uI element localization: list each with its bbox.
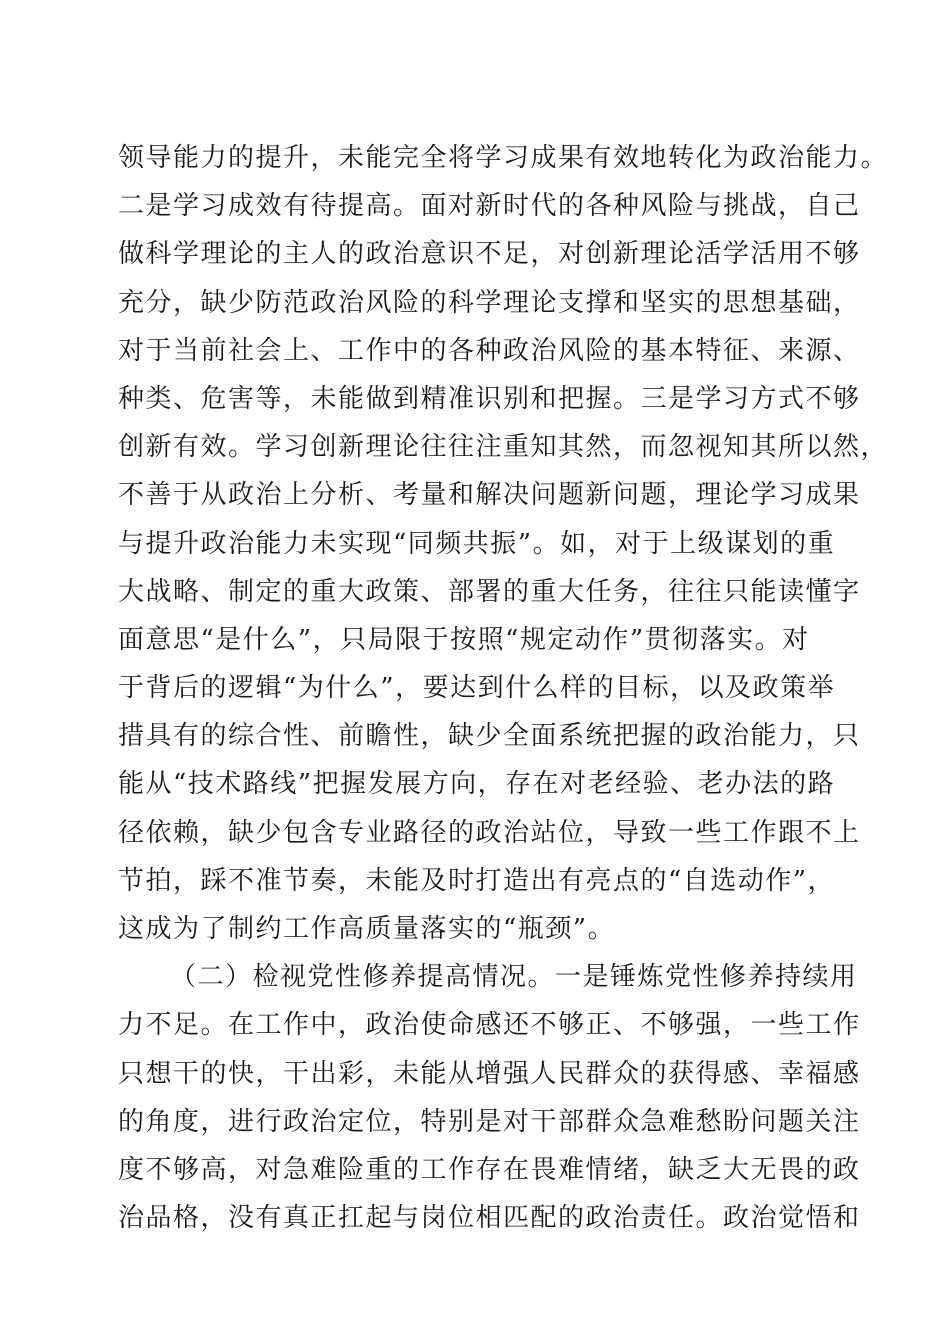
section-heading-line: （二）检视党性修养提高情况。一是锤炼党性修养持续用: [170, 962, 858, 993]
text-line: 二是学习成效有待提高。面对新时代的各种风险与挑战，自己: [118, 191, 861, 222]
text-line: 面意思“是什么”，只局限于按照“规定动作”贯彻落实。对: [118, 624, 810, 655]
text-line: 充分，缺少防范政治风险的科学理论支撑和坚实的思想基础，: [118, 287, 861, 318]
text-line: 只想干的快，干出彩，未能从增强人民群众的获得感、幸福感: [118, 1058, 861, 1089]
text-line: 做科学理论的主人的政治意识不足，对创新理论活学活用不够: [118, 239, 861, 270]
text-line: 度不够高，对急难险重的工作存在畏难情绪，缺乏大无畏的政: [118, 1154, 861, 1185]
text-line: 对于当前社会上、工作中的各种政治风险的基本特征、来源、: [118, 335, 861, 366]
text-line: 治品格，没有真正扛起与岗位相匹配的政治责任。政治觉悟和: [118, 1203, 861, 1234]
text-line: 于背后的逻辑“为什么”，要达到什么样的目标，以及政策举: [118, 673, 836, 704]
text-line: 种类、危害等，未能做到精准识别和把握。三是学习方式不够: [118, 383, 861, 414]
text-line: 节拍，踩不准节奏，未能及时打造出有亮点的“自选动作”，: [118, 865, 836, 896]
text-line: 措具有的综合性、前瞻性，缺少全面系统把握的政治能力，只: [118, 721, 861, 752]
text-line: 的角度，进行政治定位，特别是对干部群众急难愁盼问题关注: [118, 1106, 861, 1137]
text-line: 径依赖，缺少包含专业路径的政治站位，导致一些工作跟不上: [118, 817, 861, 848]
text-line: 领导能力的提升，未能完全将学习成果有效地转化为政治能力。: [118, 143, 889, 173]
text-line: 能从“技术路线”把握发展方向，存在对老经验、老办法的路: [118, 769, 836, 800]
body-text: [118, 134, 889, 1242]
text-line: 大战略、制定的重大政策、部署的重大任务，往往只能读懂字: [118, 576, 861, 607]
text-line: 与提升政治能力未实现“同频共振”。如，对于上级谋划的重: [118, 528, 836, 559]
text-line: 力不足。在工作中，政治使命感还不够正、不够强，一些工作: [118, 1010, 861, 1041]
text-line: 创新有效。学习创新理论往往注重知其然，而忽视知其所以然，: [118, 432, 889, 463]
text-line: 这成为了制约工作高质量落实的“瓶颈”。: [118, 914, 616, 944]
text-line: 不善于从政治上分析、考量和解决问题新问题，理论学习成果: [118, 480, 861, 511]
